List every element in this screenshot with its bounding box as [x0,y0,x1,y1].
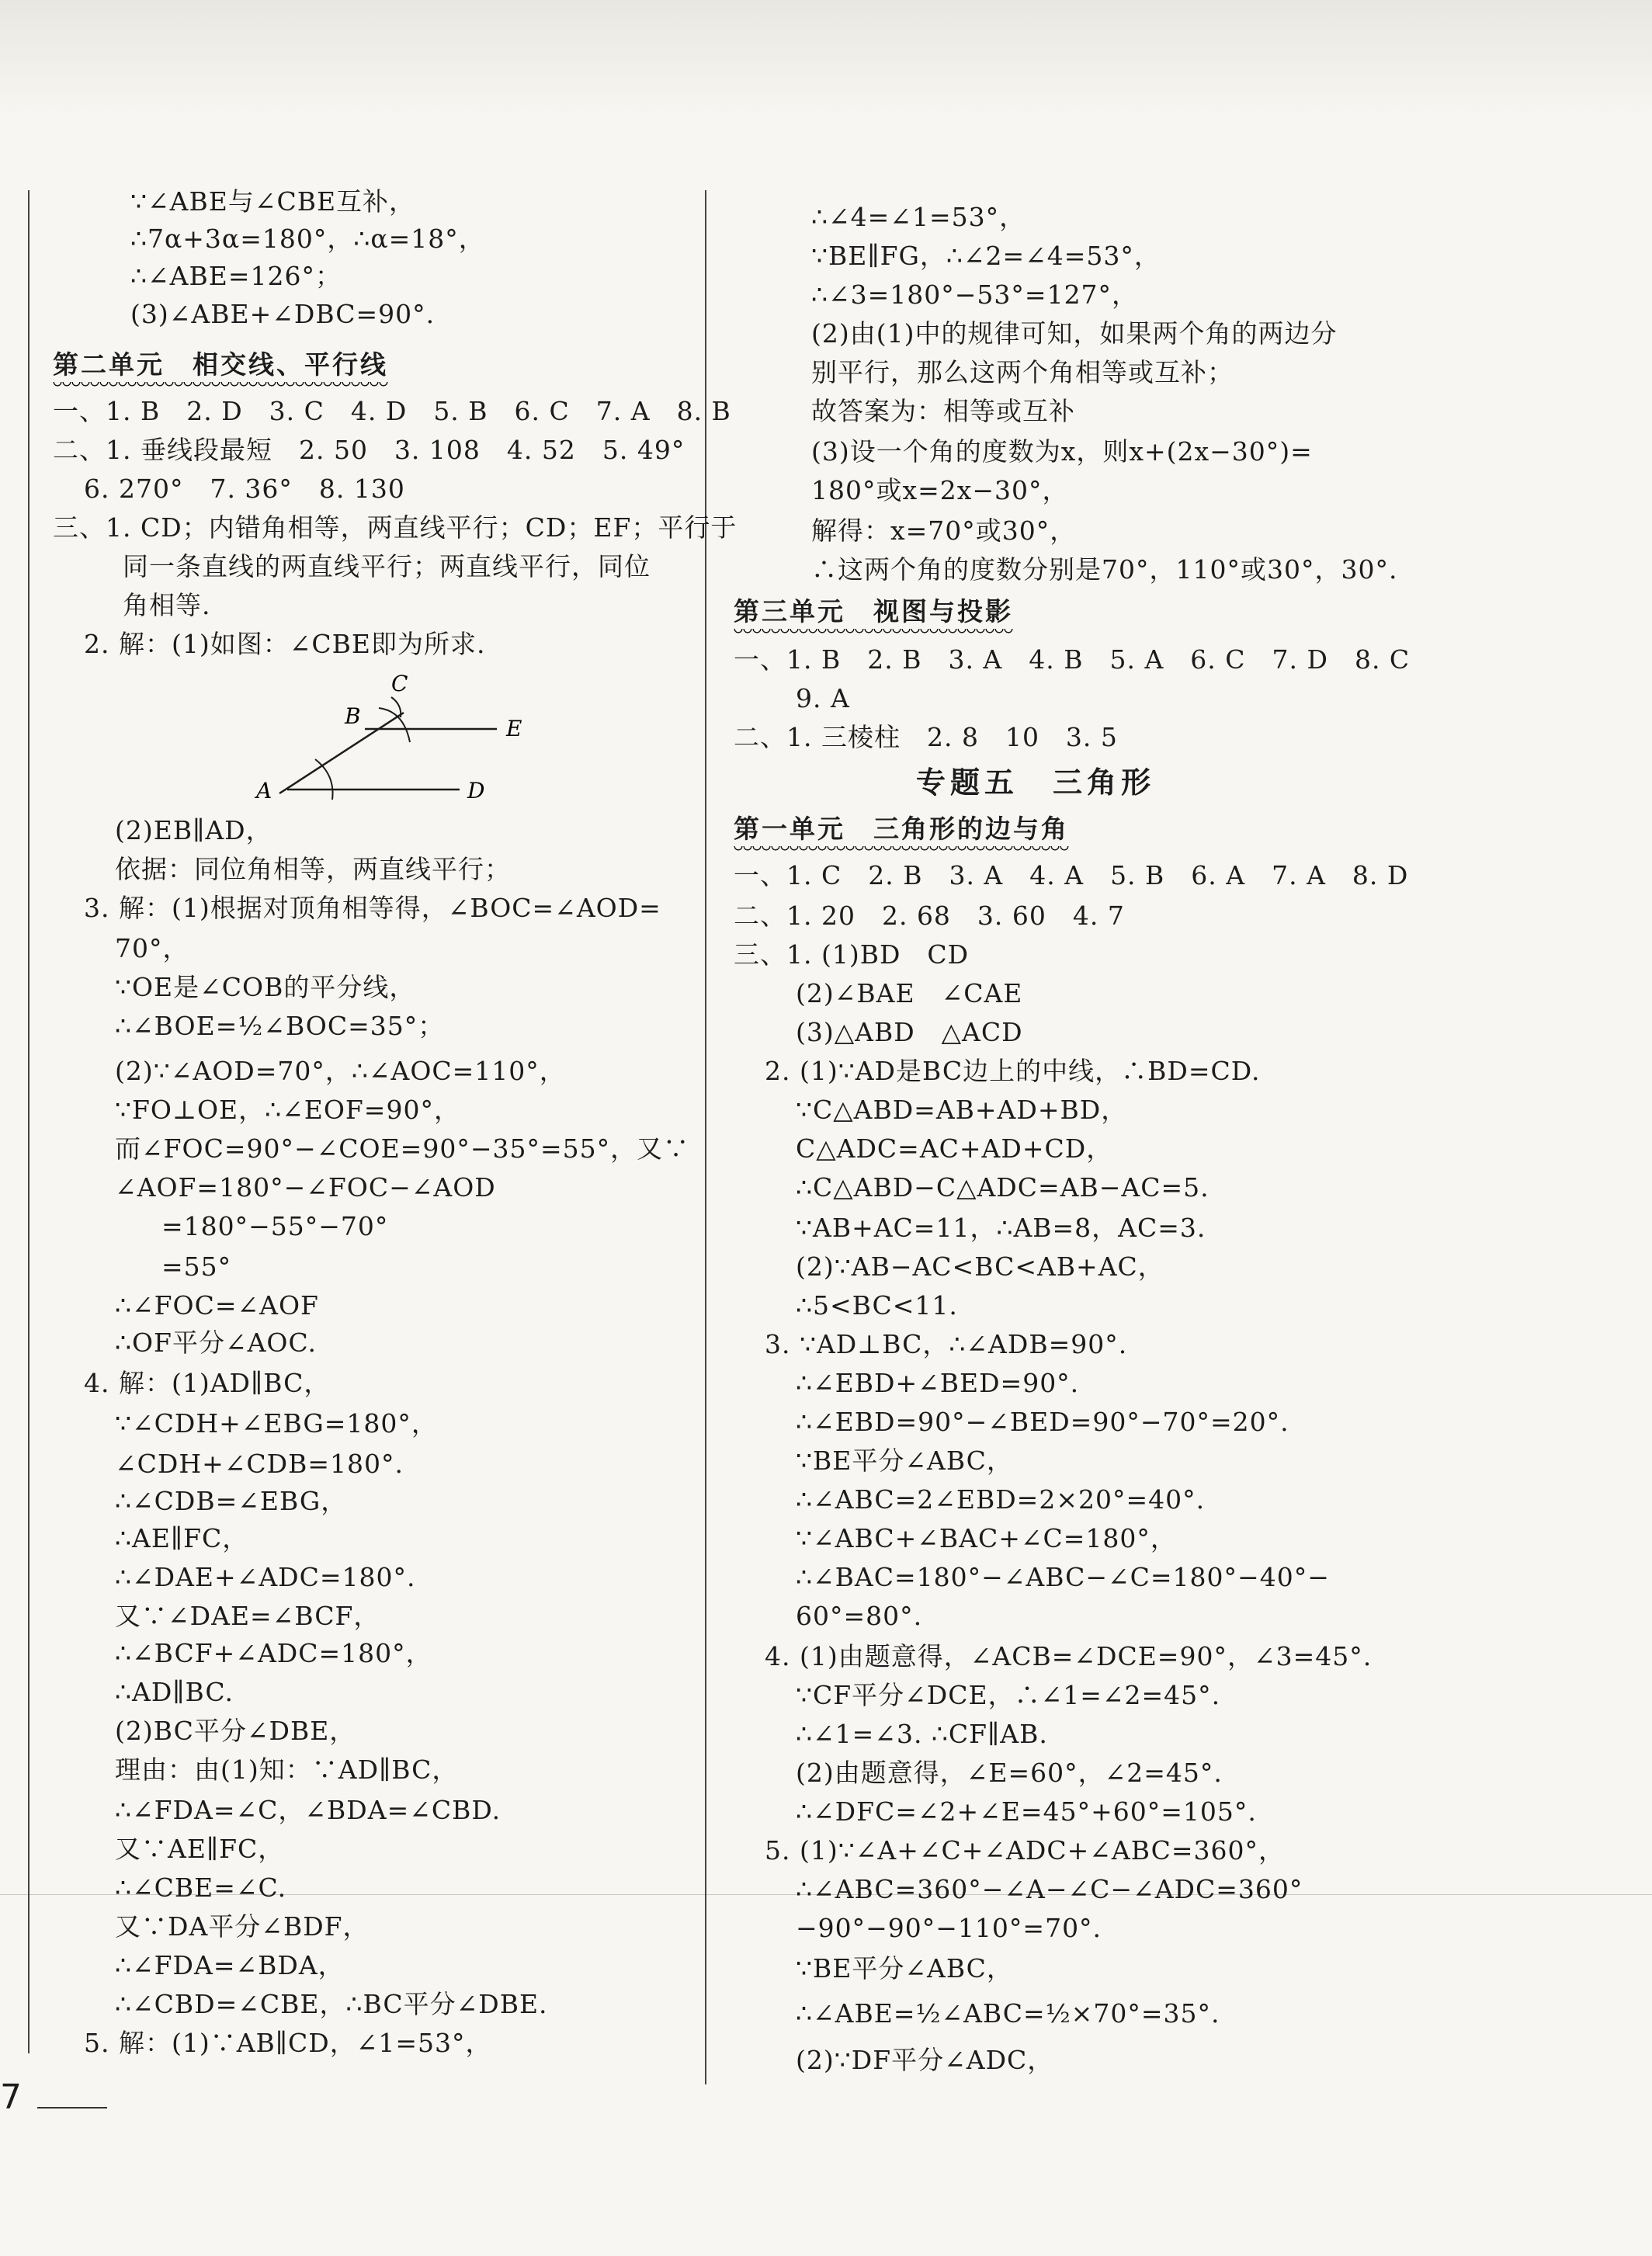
text-line: 3. 解：(1)根据对顶角相等得，∠BOC=∠AOD= [84,893,661,923]
text-line: ∴∠FOC=∠AOF [115,1290,319,1321]
text-line: ∴∠DFC=∠2+∠E=45°+60°=105°. [796,1796,1257,1827]
section-heading: 第一单元 三角形的边与角 [734,814,1069,844]
text-line: 二、1. 垂线段最短 2. 50 3. 108 4. 52 5. 49° [53,435,685,465]
text-line: ∵C△ABD=AB+AD+BD， [796,1095,1128,1125]
text-line: 6. 270° 7. 36° 8. 130 [84,474,405,504]
text-line: ∴∠CDB=∠EBG， [115,1486,348,1516]
text-line: 2. (1)∵AD是BC边上的中线，∴BD=CD. [765,1056,1261,1086]
text-line: ∴∠4=∠1=53°， [811,202,1026,232]
text-line: ∴∠FDA=∠C，∠BDA=∠CBD. [115,1795,502,1825]
text-line: ∴∠ABE=126°； [130,261,342,291]
text-line: (2)由(1)中的规律可知，如果两个角的两边分 [811,318,1338,349]
label-a: A [256,778,272,803]
text-line: =180°−55°−70° [161,1211,389,1241]
text-line: 一、1. B 2. D 3. C 4. D 5. B 6. C 7. A 8. B [53,396,731,426]
text-line: ∵CF平分∠DCE，∴∠1=∠2=45°. [796,1680,1221,1710]
text-line: (2)BC平分∠DBE， [115,1716,356,1746]
label-e: E [506,716,522,741]
text-line: ∴7α+3α=180°，∴α=18°， [130,224,485,254]
page-number: 7 [0,2077,22,2117]
text-line: 又∵AE∥FC， [115,1834,285,1864]
text-line: ∴这两个角的度数分别是70°，110°或30°，30°. [811,554,1398,585]
text-line: ∵OE是∠COB的平分线， [115,972,416,1002]
text-line: ∴AE∥FC， [115,1523,249,1553]
text-line: 理由：由(1)知：∵AD∥BC， [115,1754,459,1785]
text-line: (3)△ABD △ACD [796,1017,1023,1047]
text-line: ∴∠BCF+∠ADC=180°， [115,1638,432,1668]
text-line: ∴∠ABC=2∠EBD=2×20°=40°. [796,1484,1206,1515]
text-line: ∵∠ABE与∠CBE互补， [130,186,416,217]
text-line: ∴∠3=180°−53°=127°， [811,279,1139,310]
text-line: 9. A [796,683,850,713]
text-line: ∵BE平分∠ABC， [796,1953,1013,1984]
text-line: 4. 解：(1)AD∥BC， [84,1368,331,1398]
left-margin-rule [28,190,30,2053]
segment-ab [279,713,404,793]
text-line: 70°， [115,933,189,963]
section-heading: 第三单元 视图与投影 [734,596,1013,626]
text-line: ∵∠CDH+∠EBG=180°， [115,1408,438,1439]
text-line: 二、1. 20 2. 68 3. 60 4. 7 [734,901,1125,931]
text-line: 4. (1)由题意得，∠ACB=∠DCE=90°，∠3=45°. [765,1641,1373,1671]
text-line: ∴∠EBD+∠BED=90°. [796,1368,1080,1398]
text-line: (2)∠BAE ∠CAE [796,978,1023,1008]
text-line: ∴OF平分∠AOC. [115,1328,318,1358]
text-line: 又∵DA平分∠BDF， [115,1911,370,1942]
text-line: ∴∠DAE+∠ADC=180°. [115,1562,416,1592]
text-line: ∴∠1=∠3. ∴CF∥AB. [796,1719,1048,1749]
text-line: 又∵∠DAE=∠BCF， [115,1601,380,1631]
text-line: −90°−90°−110°=70°. [796,1913,1102,1943]
text-line: 180°或x=2x−30°， [811,475,1069,505]
text-line: C△ADC=AC+AD+CD， [796,1133,1113,1164]
text-line: ∴∠ABC=360°−∠A−∠C−∠ADC=360° [796,1874,1303,1904]
text-line: ∴∠ABE=½∠ABC=½×70°=35°. [796,1998,1220,2029]
label-c: C [391,671,408,696]
text-line: 5. (1)∵∠A+∠C+∠ADC+∠ABC=360°， [765,1835,1285,1866]
text-line: (2)∵AB−AC<BC<AB+AC， [796,1251,1164,1282]
text-line: ∵∠ABC+∠BAC+∠C=180°， [796,1523,1177,1553]
text-line: ∵BE平分∠ABC， [796,1446,1013,1476]
text-line: 二、1. 三棱柱 2. 8 10 3. 5 [734,722,1118,752]
text-line: 故答案为：相等或互补 [811,396,1075,426]
text-line: (3)∠ABE+∠DBC=90°. [130,299,436,329]
text-line: (2)EB∥AD， [115,815,272,845]
text-line: ∴∠EBD=90°−∠BED=90°−70°=20°. [796,1407,1289,1437]
text-line: ∴C△ABD−C△ADC=AB−AC=5. [796,1172,1210,1203]
text-line: ∴5<BC<11. [796,1290,958,1321]
text-line: 2. 解：(1)如图：∠CBE即为所求. [84,629,486,659]
page-number-rule [37,2107,107,2108]
column-divider [705,190,706,2084]
text-line: 角相等. [123,590,211,620]
scan-shade [0,0,1652,116]
text-line: 一、1. C 2. B 3. A 4. A 5. B 6. A 7. A 8. D [734,860,1409,890]
text-line: 同一条直线的两直线平行；两直线平行，同位 [123,551,651,581]
text-line: ∴∠CBE=∠C. [115,1872,287,1903]
text-line: ∴AD∥BC. [115,1677,234,1707]
text-line: 3. ∵AD⊥BC，∴∠ADB=90°. [765,1329,1128,1359]
text-line: 一、1. B 2. B 3. A 4. B 5. A 6. C 7. D 8. C [734,644,1411,675]
text-line: ∴∠BOE=½∠BOC=35°； [115,1011,445,1041]
section-heading: 第二单元 相交线、平行线 [53,349,388,380]
text-line: ∵BE∥FG，∴∠2=∠4=53°， [811,241,1161,271]
text-line: 60°=80°. [796,1601,923,1631]
text-line: ∴∠BAC=180°−∠ABC−∠C=180°−40°− [796,1562,1330,1592]
text-line: 依据：同位角相等，两直线平行； [115,854,511,884]
text-line: (2)由题意得，∠E=60°，∠2=45°. [796,1758,1223,1788]
text-line: ∠AOF=180°−∠FOC−∠AOD [115,1172,496,1203]
text-line: 三、1. CD；内错角相等，两直线平行；CD；EF；平行于 [53,512,738,543]
text-line: =55° [161,1251,232,1282]
text-line: 5. 解：(1)∵AB∥CD，∠1=53°， [84,2028,492,2058]
text-line: ∵AB+AC=11，∴AB=8，AC=3. [796,1213,1206,1243]
text-line: 三、1. (1)BD CD [734,939,970,970]
text-line: 而∠FOC=90°−∠COE=90°−35°=55°，又∵ [115,1133,690,1164]
text-line: ∴∠CBD=∠CBE，∴BC平分∠DBE. [115,1989,548,2019]
text-line: ∠CDH+∠CDB=180°. [115,1449,404,1479]
text-line: 别平行，那么这两个角相等或互补； [811,357,1234,387]
label-d: D [467,778,485,803]
text-line: (2)∵DF平分∠ADC， [796,2045,1054,2075]
construction-figure [248,668,528,807]
text-line: (2)∵∠AOD=70°，∴∠AOC=110°， [115,1056,566,1086]
topic-title: 专题五 三角形 [916,765,1156,800]
text-line: ∵FO⊥OE，∴∠EOF=90°， [115,1095,460,1125]
text-line: 解得：x=70°或30°， [811,515,1077,546]
text-line: (3)设一个角的度数为x，则x+(2x−30°)= [811,436,1313,467]
text-line: ∴∠FDA=∠BDA， [115,1950,345,1980]
label-b: B [345,703,361,729]
